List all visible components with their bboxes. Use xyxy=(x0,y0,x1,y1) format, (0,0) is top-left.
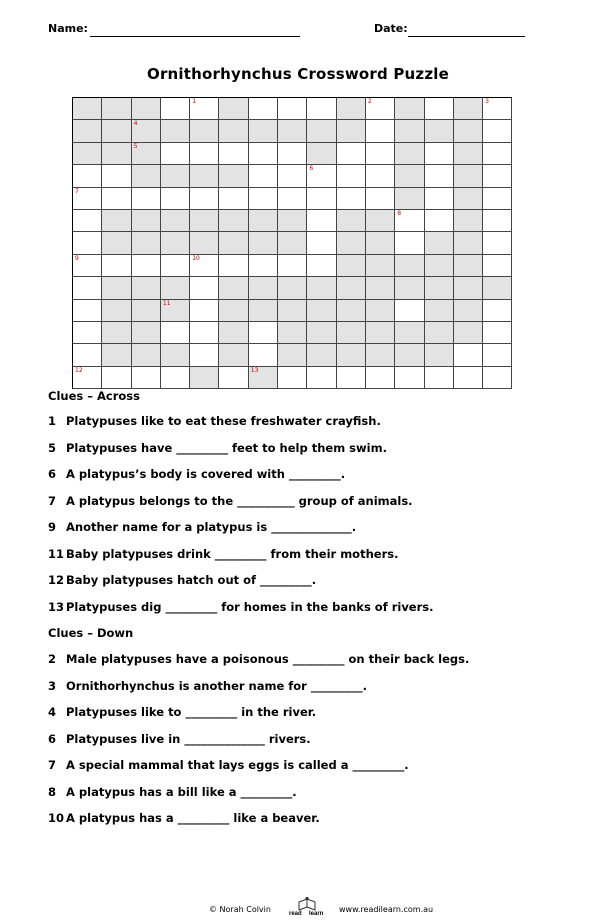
across-clue xyxy=(48,441,387,455)
clue-num: 4 xyxy=(48,705,57,719)
down-clue xyxy=(48,732,311,746)
grid-cell[interactable] xyxy=(483,300,512,322)
grid-cell[interactable] xyxy=(307,277,336,299)
clue-number: 9 xyxy=(75,254,79,262)
grid-cell[interactable] xyxy=(395,232,424,254)
grid-cell[interactable] xyxy=(73,300,102,322)
grid-cell[interactable] xyxy=(366,98,395,120)
down-clue xyxy=(48,758,409,772)
grid-cell[interactable] xyxy=(102,98,131,120)
grid-cell[interactable] xyxy=(454,98,483,120)
grid-cell[interactable] xyxy=(425,188,454,210)
grid-cell[interactable] xyxy=(249,367,278,389)
grid-cell[interactable] xyxy=(395,322,424,344)
clue-num: 9 xyxy=(48,520,57,534)
grid-cell[interactable] xyxy=(102,188,131,210)
grid-cell[interactable] xyxy=(278,120,307,142)
grid-cell[interactable] xyxy=(395,255,424,277)
grid-cell[interactable] xyxy=(425,98,454,120)
grid-cell[interactable] xyxy=(307,188,336,210)
grid-cell[interactable] xyxy=(190,165,219,187)
clue-number: 5 xyxy=(133,142,138,150)
grid-cell[interactable] xyxy=(425,344,454,366)
grid-cell[interactable] xyxy=(425,277,454,299)
grid-cell[interactable] xyxy=(249,322,278,344)
grid-cell[interactable] xyxy=(190,232,219,254)
name-field[interactable] xyxy=(90,36,300,37)
clue-num: 3 xyxy=(48,678,57,693)
date-field[interactable] xyxy=(408,36,525,37)
grid-cell[interactable] xyxy=(161,165,190,187)
grid-cell[interactable] xyxy=(483,255,512,277)
grid-cell[interactable] xyxy=(366,367,395,389)
grid-cell[interactable] xyxy=(132,165,161,187)
grid-cell[interactable] xyxy=(337,143,366,165)
grid-cell[interactable] xyxy=(161,188,190,210)
grid-cell[interactable] xyxy=(454,143,483,165)
clue-text: Ornithorhynchus is another name for _________. xyxy=(66,678,367,693)
grid-cell[interactable] xyxy=(425,367,454,389)
grid-cell[interactable] xyxy=(249,232,278,254)
across-clue xyxy=(48,494,413,508)
grid-cell[interactable] xyxy=(337,98,366,120)
grid-cell[interactable] xyxy=(454,210,483,232)
grid-cell[interactable] xyxy=(190,255,219,277)
readilearn-logo-icon xyxy=(287,896,327,916)
grid-cell[interactable] xyxy=(102,255,131,277)
grid-cell[interactable] xyxy=(132,98,161,120)
page-title: Ornithorhynchus Crossword Puzzle xyxy=(147,65,449,83)
grid-cell[interactable] xyxy=(395,188,424,210)
grid-cell[interactable] xyxy=(219,188,248,210)
grid-cell[interactable] xyxy=(307,322,336,344)
grid-cell[interactable] xyxy=(366,255,395,277)
grid-cell[interactable] xyxy=(425,120,454,142)
grid-cell[interactable] xyxy=(73,322,102,344)
clue-text: Baby platypuses drink _________ from their mothers. xyxy=(66,546,399,561)
grid-cell[interactable] xyxy=(454,188,483,210)
grid-cell[interactable] xyxy=(102,322,131,344)
grid-cell[interactable] xyxy=(132,210,161,232)
crossword-grid xyxy=(72,97,512,389)
across-heading: Clues – Across xyxy=(48,389,140,403)
grid-cell[interactable] xyxy=(366,165,395,187)
grid-cell[interactable] xyxy=(102,277,131,299)
grid-cell[interactable] xyxy=(219,210,248,232)
grid-cell[interactable] xyxy=(337,367,366,389)
grid-cell[interactable] xyxy=(102,143,131,165)
grid-cell[interactable] xyxy=(132,367,161,389)
clue-number: 3 xyxy=(485,98,489,105)
grid-cell[interactable] xyxy=(425,210,454,232)
grid-cell[interactable] xyxy=(483,367,512,389)
grid-cell[interactable] xyxy=(366,188,395,210)
grid-cell[interactable] xyxy=(395,210,424,232)
grid-cell[interactable] xyxy=(219,255,248,277)
clue-number: 10 xyxy=(192,254,200,262)
grid-cell[interactable] xyxy=(395,367,424,389)
clue-number: 12 xyxy=(75,366,83,374)
grid-cell[interactable] xyxy=(278,277,307,299)
grid-cell[interactable] xyxy=(278,367,307,389)
grid-cell[interactable] xyxy=(249,188,278,210)
grid-cell[interactable] xyxy=(307,344,336,366)
grid-cell[interactable] xyxy=(454,165,483,187)
grid-cell[interactable] xyxy=(366,344,395,366)
clue-num: 1 xyxy=(48,414,57,428)
grid-cell[interactable] xyxy=(161,98,190,120)
down-clue xyxy=(48,679,367,693)
grid-cell[interactable] xyxy=(219,165,248,187)
grid-cell[interactable] xyxy=(483,120,512,142)
clue-num: 11 xyxy=(48,546,65,561)
grid-cell[interactable] xyxy=(278,165,307,187)
clue-number: 7 xyxy=(75,187,79,195)
grid-cell[interactable] xyxy=(307,143,336,165)
grid-cell[interactable] xyxy=(307,120,336,142)
grid-cell[interactable] xyxy=(395,120,424,142)
grid-cell[interactable] xyxy=(73,120,102,142)
grid-cell[interactable] xyxy=(190,300,219,322)
down-clue xyxy=(48,652,469,666)
grid-cell[interactable] xyxy=(161,344,190,366)
clue-number: 1 xyxy=(192,98,197,105)
across-clue xyxy=(48,573,316,587)
grid-cell[interactable] xyxy=(395,143,424,165)
grid-cell[interactable] xyxy=(425,255,454,277)
clue-text: Platypuses dig _________ for homes in the banks of rivers. xyxy=(66,599,434,614)
grid-cell[interactable] xyxy=(161,277,190,299)
grid-cell[interactable] xyxy=(454,300,483,322)
across-clue xyxy=(48,600,434,614)
grid-cell[interactable] xyxy=(249,277,278,299)
grid-cell[interactable] xyxy=(483,322,512,344)
grid-cell[interactable] xyxy=(425,232,454,254)
grid-cell[interactable] xyxy=(161,255,190,277)
grid-cell[interactable] xyxy=(102,210,131,232)
grid-cell[interactable] xyxy=(161,210,190,232)
across-clue xyxy=(48,467,345,481)
clue-text: Platypuses like to _________ in the river. xyxy=(66,705,317,719)
grid-cell[interactable] xyxy=(278,255,307,277)
grid-cell[interactable] xyxy=(132,277,161,299)
grid-cell[interactable] xyxy=(337,344,366,366)
grid-cell[interactable] xyxy=(483,188,512,210)
grid-cell[interactable] xyxy=(337,322,366,344)
grid-cell[interactable] xyxy=(219,277,248,299)
grid-cell[interactable] xyxy=(337,255,366,277)
grid-cell[interactable] xyxy=(102,344,131,366)
grid-cell[interactable] xyxy=(483,277,512,299)
clue-text: Male platypuses have a poisonous _________ on their back legs. xyxy=(66,652,470,666)
down-clue xyxy=(48,785,297,799)
grid-cell[interactable] xyxy=(190,143,219,165)
grid-cell[interactable] xyxy=(395,98,424,120)
grid-cell[interactable] xyxy=(483,98,512,120)
grid-cell[interactable] xyxy=(454,120,483,142)
clue-num: 6 xyxy=(48,467,57,481)
grid-cell[interactable] xyxy=(219,300,248,322)
grid-cell[interactable] xyxy=(307,165,336,187)
grid-cell[interactable] xyxy=(278,188,307,210)
grid-cell[interactable] xyxy=(249,344,278,366)
grid-cell[interactable] xyxy=(132,322,161,344)
grid-cell[interactable] xyxy=(454,277,483,299)
grid-cell[interactable] xyxy=(132,300,161,322)
down-clue xyxy=(48,811,320,825)
grid-cell[interactable] xyxy=(190,98,219,120)
grid-cell[interactable] xyxy=(190,277,219,299)
grid-cell[interactable] xyxy=(278,98,307,120)
name-label: Name: xyxy=(48,22,88,35)
grid-cell[interactable] xyxy=(73,367,102,389)
grid-cell[interactable] xyxy=(132,232,161,254)
grid-cell[interactable] xyxy=(161,120,190,142)
across-clue xyxy=(48,414,381,428)
grid-cell[interactable] xyxy=(395,165,424,187)
grid-cell[interactable] xyxy=(278,143,307,165)
grid-cell[interactable] xyxy=(249,98,278,120)
grid-cell[interactable] xyxy=(132,120,161,142)
grid-cell[interactable] xyxy=(454,367,483,389)
grid-cell[interactable] xyxy=(278,232,307,254)
grid-cell[interactable] xyxy=(190,322,219,344)
grid-cell[interactable] xyxy=(73,255,102,277)
grid-cell[interactable] xyxy=(425,165,454,187)
grid-cell[interactable] xyxy=(132,255,161,277)
clue-num: 7 xyxy=(48,493,57,508)
clue-num: 2 xyxy=(48,652,57,666)
grid-cell[interactable] xyxy=(366,300,395,322)
clue-text: A platypus has a _________ like a beaver. xyxy=(66,811,320,825)
grid-cell[interactable] xyxy=(73,210,102,232)
grid-cell[interactable] xyxy=(249,143,278,165)
grid-cell[interactable] xyxy=(483,210,512,232)
clue-number: 4 xyxy=(133,120,138,128)
clue-number: 8 xyxy=(397,209,402,217)
grid-cell[interactable] xyxy=(278,344,307,366)
grid-cell[interactable] xyxy=(395,344,424,366)
grid-cell[interactable] xyxy=(454,322,483,344)
grid-cell[interactable] xyxy=(395,300,424,322)
clue-number: 6 xyxy=(309,165,314,173)
grid-cell[interactable] xyxy=(366,277,395,299)
grid-cell[interactable] xyxy=(307,367,336,389)
grid-cell[interactable] xyxy=(337,277,366,299)
clue-text: Another name for a platypus is ______________. xyxy=(66,520,357,534)
clue-text: A special mammal that lays eggs is called a _________. xyxy=(66,758,409,772)
clue-text: A platypus belongs to the __________ group of animals. xyxy=(66,493,413,508)
grid-cell[interactable] xyxy=(307,210,336,232)
grid-cell[interactable] xyxy=(337,210,366,232)
grid-cell[interactable] xyxy=(366,232,395,254)
grid-cell[interactable] xyxy=(132,344,161,366)
grid-cell[interactable] xyxy=(337,232,366,254)
down-heading: Clues – Down xyxy=(48,626,134,640)
grid-cell[interactable] xyxy=(395,277,424,299)
grid-cell[interactable] xyxy=(483,232,512,254)
grid-cell[interactable] xyxy=(219,367,248,389)
grid-cell[interactable] xyxy=(249,120,278,142)
grid-cell[interactable] xyxy=(249,300,278,322)
clue-num: 7 xyxy=(48,758,57,772)
clue-num: 5 xyxy=(48,440,57,455)
grid-cell[interactable] xyxy=(454,344,483,366)
grid-cell[interactable] xyxy=(454,232,483,254)
grid-cell[interactable] xyxy=(102,232,131,254)
grid-cell[interactable] xyxy=(73,188,102,210)
grid-cell[interactable] xyxy=(102,165,131,187)
website-link[interactable]: www.readilearn.com.au xyxy=(339,905,434,914)
grid-cell[interactable] xyxy=(425,143,454,165)
clue-number: 2 xyxy=(367,98,372,105)
grid-cell[interactable] xyxy=(425,300,454,322)
clue-text: Baby platypuses hatch out of _________. xyxy=(66,573,317,587)
grid-cell[interactable] xyxy=(219,120,248,142)
grid-cell[interactable] xyxy=(366,210,395,232)
grid-cell[interactable] xyxy=(102,120,131,142)
clue-number: 11 xyxy=(162,299,171,307)
grid-cell[interactable] xyxy=(307,98,336,120)
grid-cell[interactable] xyxy=(249,210,278,232)
grid-cell[interactable] xyxy=(366,322,395,344)
grid-cell[interactable] xyxy=(278,210,307,232)
grid-cell[interactable] xyxy=(161,232,190,254)
across-clue xyxy=(48,547,398,561)
grid-cell[interactable] xyxy=(307,255,336,277)
grid-cell[interactable] xyxy=(278,300,307,322)
grid-cell[interactable] xyxy=(454,255,483,277)
grid-cell[interactable] xyxy=(73,277,102,299)
grid-cell[interactable] xyxy=(483,165,512,187)
grid-cell[interactable] xyxy=(190,210,219,232)
grid-cell[interactable] xyxy=(190,344,219,366)
grid-cell[interactable] xyxy=(132,143,161,165)
grid-cell[interactable] xyxy=(102,367,131,389)
grid-cell[interactable] xyxy=(73,232,102,254)
clue-num: 13 xyxy=(48,599,65,614)
grid-cell[interactable] xyxy=(278,322,307,344)
grid-cell[interactable] xyxy=(219,143,248,165)
grid-cell[interactable] xyxy=(337,120,366,142)
grid-cell[interactable] xyxy=(73,344,102,366)
grid-cell[interactable] xyxy=(366,120,395,142)
grid-cell[interactable] xyxy=(190,367,219,389)
down-clue xyxy=(48,705,316,719)
grid-cell[interactable] xyxy=(425,322,454,344)
grid-cell[interactable] xyxy=(249,255,278,277)
grid-cell[interactable] xyxy=(337,165,366,187)
grid-cell[interactable] xyxy=(307,232,336,254)
clue-text: A platypus’s body is covered with _________. xyxy=(66,467,346,481)
copyright-text: © Norah Colvin xyxy=(209,905,271,914)
clue-text: Platypuses like to eat these freshwater crayfish. xyxy=(66,414,381,428)
grid-cell[interactable] xyxy=(366,143,395,165)
clue-text: Platypuses have _________ feet to help them swim. xyxy=(66,440,387,455)
grid-cell[interactable] xyxy=(337,188,366,210)
grid-cell[interactable] xyxy=(219,344,248,366)
grid-cell[interactable] xyxy=(337,300,366,322)
grid-cell[interactable] xyxy=(132,188,161,210)
clue-text: A platypus has a bill like a _________. xyxy=(66,784,297,799)
grid-cell[interactable] xyxy=(219,322,248,344)
logo-text-learn: learn xyxy=(309,911,324,916)
grid-cell[interactable] xyxy=(190,120,219,142)
grid-cell[interactable] xyxy=(219,232,248,254)
grid-cell[interactable] xyxy=(161,300,190,322)
grid-cell[interactable] xyxy=(161,322,190,344)
grid-cell[interactable] xyxy=(307,300,336,322)
grid-cell[interactable] xyxy=(161,143,190,165)
grid-cell[interactable] xyxy=(483,344,512,366)
grid-cell[interactable] xyxy=(161,367,190,389)
grid-cell[interactable] xyxy=(249,165,278,187)
grid-cell[interactable] xyxy=(219,98,248,120)
grid-cell[interactable] xyxy=(102,300,131,322)
clue-text: Platypuses live in ______________ rivers. xyxy=(66,731,311,746)
grid-cell[interactable] xyxy=(73,165,102,187)
clue-num: 6 xyxy=(48,731,57,746)
logo-text-read: read xyxy=(289,911,302,916)
date-label: Date: xyxy=(374,22,408,35)
clue-num: 10 xyxy=(48,811,65,825)
grid-cell[interactable] xyxy=(483,143,512,165)
clue-num: 12 xyxy=(48,573,65,587)
grid-cell[interactable] xyxy=(190,188,219,210)
clue-number: 13 xyxy=(250,366,259,374)
clue-num: 8 xyxy=(48,784,57,799)
grid-cell[interactable] xyxy=(73,143,102,165)
grid-cell[interactable] xyxy=(73,98,102,120)
across-clue xyxy=(48,520,356,534)
